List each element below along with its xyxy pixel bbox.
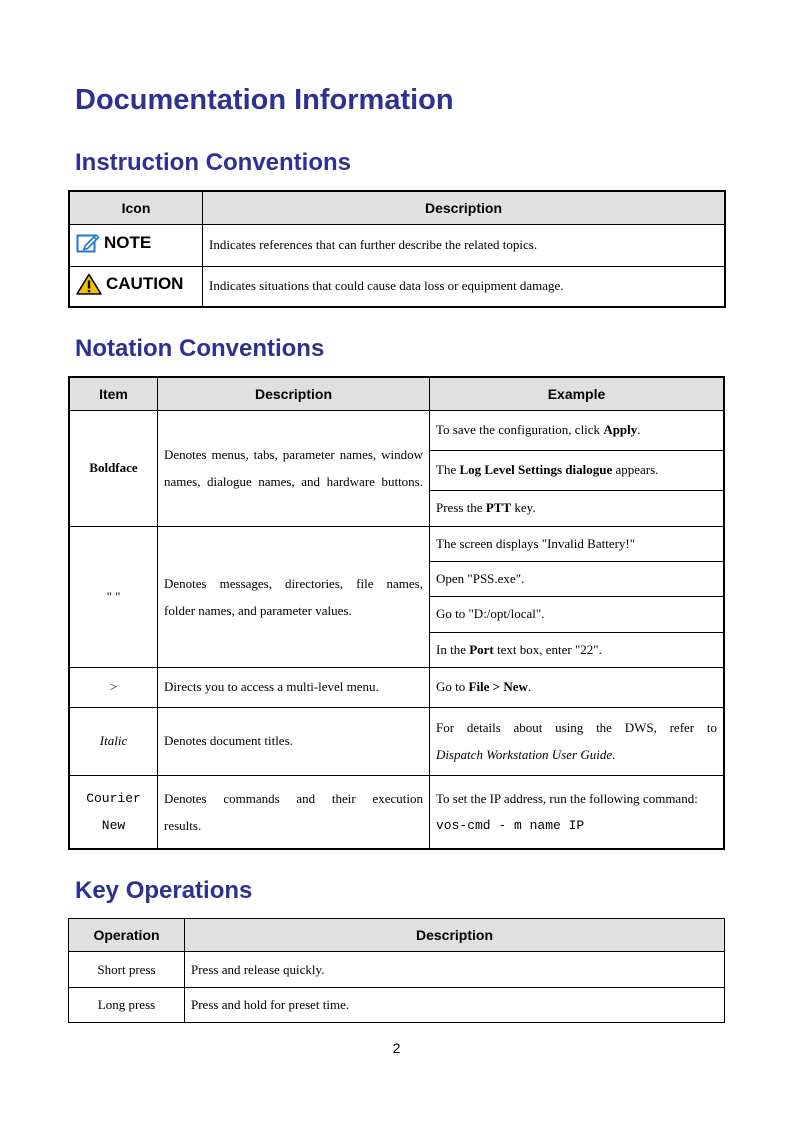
note-icon bbox=[76, 232, 100, 254]
table-row bbox=[69, 707, 724, 775]
header-description: Description bbox=[203, 191, 726, 224]
instruction-conventions-heading: Instruction Conventions bbox=[75, 149, 351, 176]
desc-short-press: Press and release quickly. bbox=[185, 952, 725, 988]
table-row bbox=[69, 775, 724, 849]
example-italic: For details about using the DWS, refer to Dispatch Workstation User Guide. bbox=[430, 707, 725, 775]
desc-boldface: Denotes menus, tabs, parameter names, window names, dialogue names, and hardware buttons. bbox=[158, 410, 430, 526]
example-port: In the Port text box, enter "22". bbox=[430, 632, 725, 667]
example-invalid-battery: The screen displays "Invalid Battery!" bbox=[430, 526, 725, 561]
item-boldface: Boldface bbox=[69, 410, 158, 526]
item-italic: Italic bbox=[69, 707, 158, 775]
note-cell bbox=[69, 224, 203, 266]
example-log-level: The Log Level Settings dialogue appears. bbox=[430, 450, 725, 490]
desc-menu: Directs you to access a multi-level menu. bbox=[158, 667, 430, 707]
table-row bbox=[69, 224, 725, 266]
page-title: Documentation Information bbox=[75, 84, 454, 116]
table-row bbox=[69, 410, 724, 450]
note-label: NOTE bbox=[104, 233, 152, 252]
key-operations-table bbox=[68, 918, 725, 1023]
item-courier: Courier New bbox=[69, 775, 158, 849]
instruction-conventions-table bbox=[68, 190, 726, 308]
header-icon: Icon bbox=[69, 191, 203, 224]
note-description: Indicates references that can further describe the related topics. bbox=[203, 224, 726, 266]
example-path: Go to "D:/opt/local". bbox=[430, 596, 725, 632]
op-long-press: Long press bbox=[69, 988, 185, 1023]
example-file-new: Go to File > New. bbox=[430, 667, 725, 707]
caution-description: Indicates situations that could cause data loss or equipment damage. bbox=[203, 266, 726, 307]
table-row bbox=[69, 988, 725, 1023]
item-quotes: " " bbox=[69, 526, 158, 667]
header-item: Item bbox=[69, 377, 158, 410]
item-menu: > bbox=[69, 667, 158, 707]
header-operation: Operation bbox=[69, 919, 185, 952]
desc-italic: Denotes document titles. bbox=[158, 707, 430, 775]
table-row bbox=[69, 952, 725, 988]
example-apply: To save the configuration, click Apply. bbox=[430, 410, 725, 450]
notation-conventions-heading: Notation Conventions bbox=[75, 335, 325, 362]
table-row bbox=[69, 526, 724, 561]
caution-label: CAUTION bbox=[106, 274, 184, 294]
desc-courier: Denotes commands and their execution results. bbox=[158, 775, 430, 849]
header-description: Description bbox=[158, 377, 430, 410]
table-row bbox=[69, 667, 724, 707]
desc-quotes: Denotes messages, directories, file names, folder names, and parameter values. bbox=[158, 526, 430, 667]
example-pss: Open "PSS.exe". bbox=[430, 561, 725, 596]
desc-long-press: Press and hold for preset time. bbox=[185, 988, 725, 1023]
notation-conventions-table bbox=[68, 376, 725, 850]
key-operations-heading: Key Operations bbox=[75, 877, 253, 904]
header-description: Description bbox=[185, 919, 725, 952]
example-ptt: Press the PTT key. bbox=[430, 490, 725, 526]
table-row bbox=[69, 266, 725, 307]
page-number: 2 bbox=[392, 1040, 401, 1056]
caution-cell bbox=[69, 266, 203, 307]
example-command: To set the IP address, run the following command: vos-cmd - m name IP bbox=[430, 775, 725, 849]
header-example: Example bbox=[430, 377, 725, 410]
op-short-press: Short press bbox=[69, 952, 185, 988]
caution-icon bbox=[76, 273, 102, 295]
